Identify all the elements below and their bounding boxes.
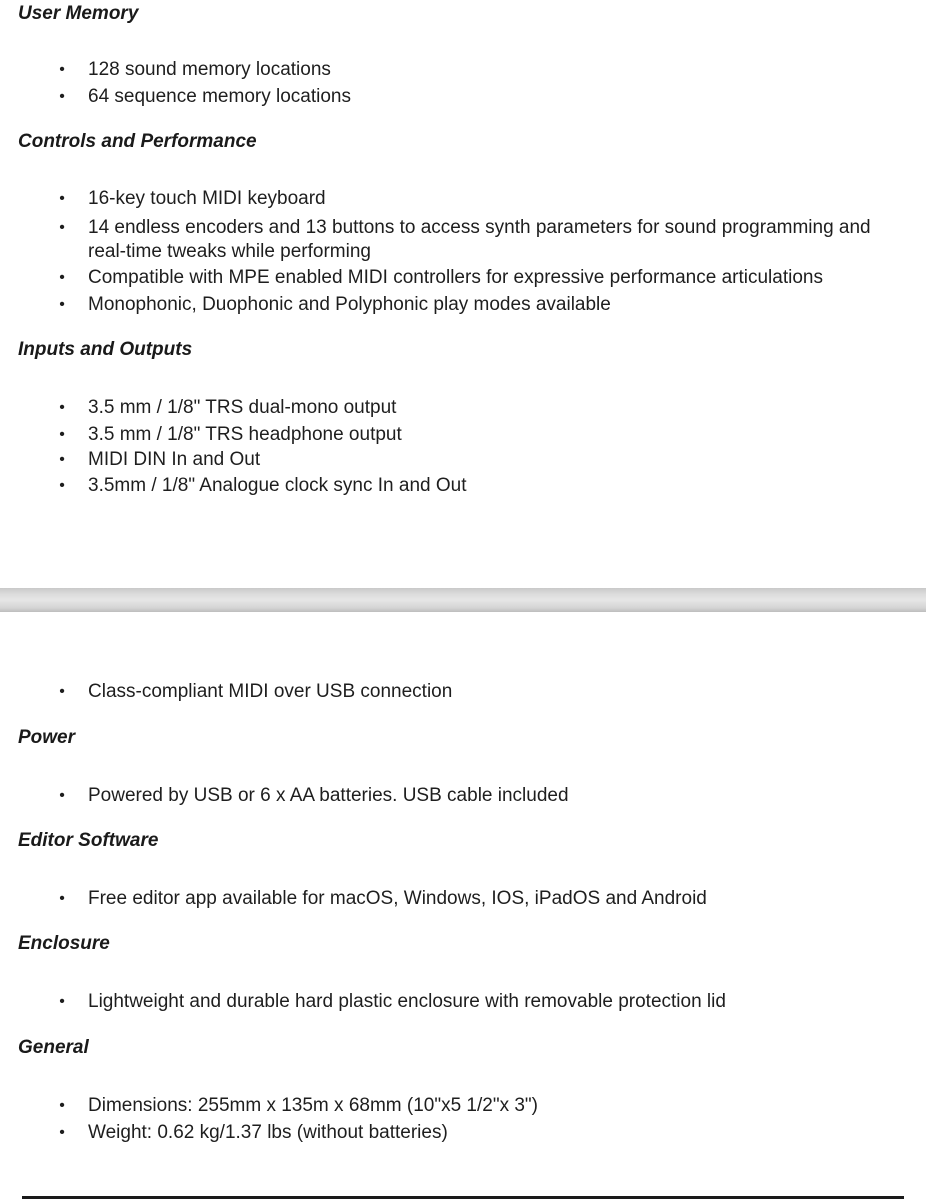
list-item-text: MIDI DIN In and Out bbox=[88, 449, 261, 470]
section-heading-enclosure: Enclosure bbox=[18, 933, 110, 954]
list-item-text: 3.5 mm / 1/8" TRS dual-mono output bbox=[88, 397, 397, 418]
list-item-text: Lightweight and durable hard plastic enclosure with removable protection lid bbox=[88, 991, 726, 1012]
list-item-text: Free editor app available for macOS, Windows, IOS, iPadOS and Android bbox=[88, 888, 707, 909]
section-heading-power: Power bbox=[18, 727, 76, 748]
list-item-text: Compatible with MPE enabled MIDI controllers for expressive performance articulations bbox=[88, 267, 823, 288]
list-item-text: Weight: 0.62 kg/1.37 lbs (without batteries) bbox=[88, 1122, 448, 1143]
bullet-icon: • bbox=[59, 451, 65, 468]
footer-rule bbox=[22, 1196, 904, 1199]
section-heading-user-memory: User Memory bbox=[18, 3, 139, 24]
bullet-icon: • bbox=[59, 890, 65, 907]
list-item-text: 128 sound memory locations bbox=[88, 59, 331, 80]
list-item-text: Dimensions: 255mm x 135m x 68mm (10"x5 1/2"x 3") bbox=[88, 1095, 539, 1116]
bullet-icon: • bbox=[59, 1097, 65, 1114]
bullet-icon: • bbox=[59, 993, 65, 1010]
bullet-icon: • bbox=[59, 426, 65, 443]
bullet-icon: • bbox=[59, 219, 65, 236]
section-heading-editor-software: Editor Software bbox=[18, 830, 159, 851]
bullet-icon: • bbox=[59, 190, 65, 207]
bullet-icon: • bbox=[59, 61, 65, 78]
bullet-icon: • bbox=[59, 269, 65, 286]
bullet-icon: • bbox=[59, 1124, 65, 1141]
list-item-text: 16-key touch MIDI keyboard bbox=[88, 188, 326, 209]
list-item-text: 64 sequence memory locations bbox=[88, 86, 351, 107]
list-item-text: Powered by USB or 6 x AA batteries. USB cable included bbox=[88, 785, 569, 806]
section-heading-general: General bbox=[18, 1037, 89, 1058]
bullet-icon: • bbox=[59, 477, 65, 494]
bullet-icon: • bbox=[59, 88, 65, 105]
bullet-icon: • bbox=[59, 787, 65, 804]
bullet-icon: • bbox=[59, 399, 65, 416]
page-separator bbox=[0, 588, 926, 612]
list-item-text: 3.5 mm / 1/8" TRS headphone output bbox=[88, 424, 402, 445]
bullet-icon: • bbox=[59, 296, 65, 313]
section-heading-controls: Controls and Performance bbox=[18, 131, 257, 152]
list-item-text: 14 endless encoders and 13 buttons to access synth parameters for sound programming and real-time tweaks while performing bbox=[88, 217, 871, 262]
list-item-text: Monophonic, Duophonic and Polyphonic play modes available bbox=[88, 294, 611, 315]
list-item-text: Class-compliant MIDI over USB connection bbox=[88, 681, 453, 702]
bullet-icon: • bbox=[59, 683, 65, 700]
list-item-text: 3.5mm / 1/8" Analogue clock sync In and Out bbox=[88, 475, 467, 496]
section-heading-inputs-outputs: Inputs and Outputs bbox=[18, 339, 193, 360]
